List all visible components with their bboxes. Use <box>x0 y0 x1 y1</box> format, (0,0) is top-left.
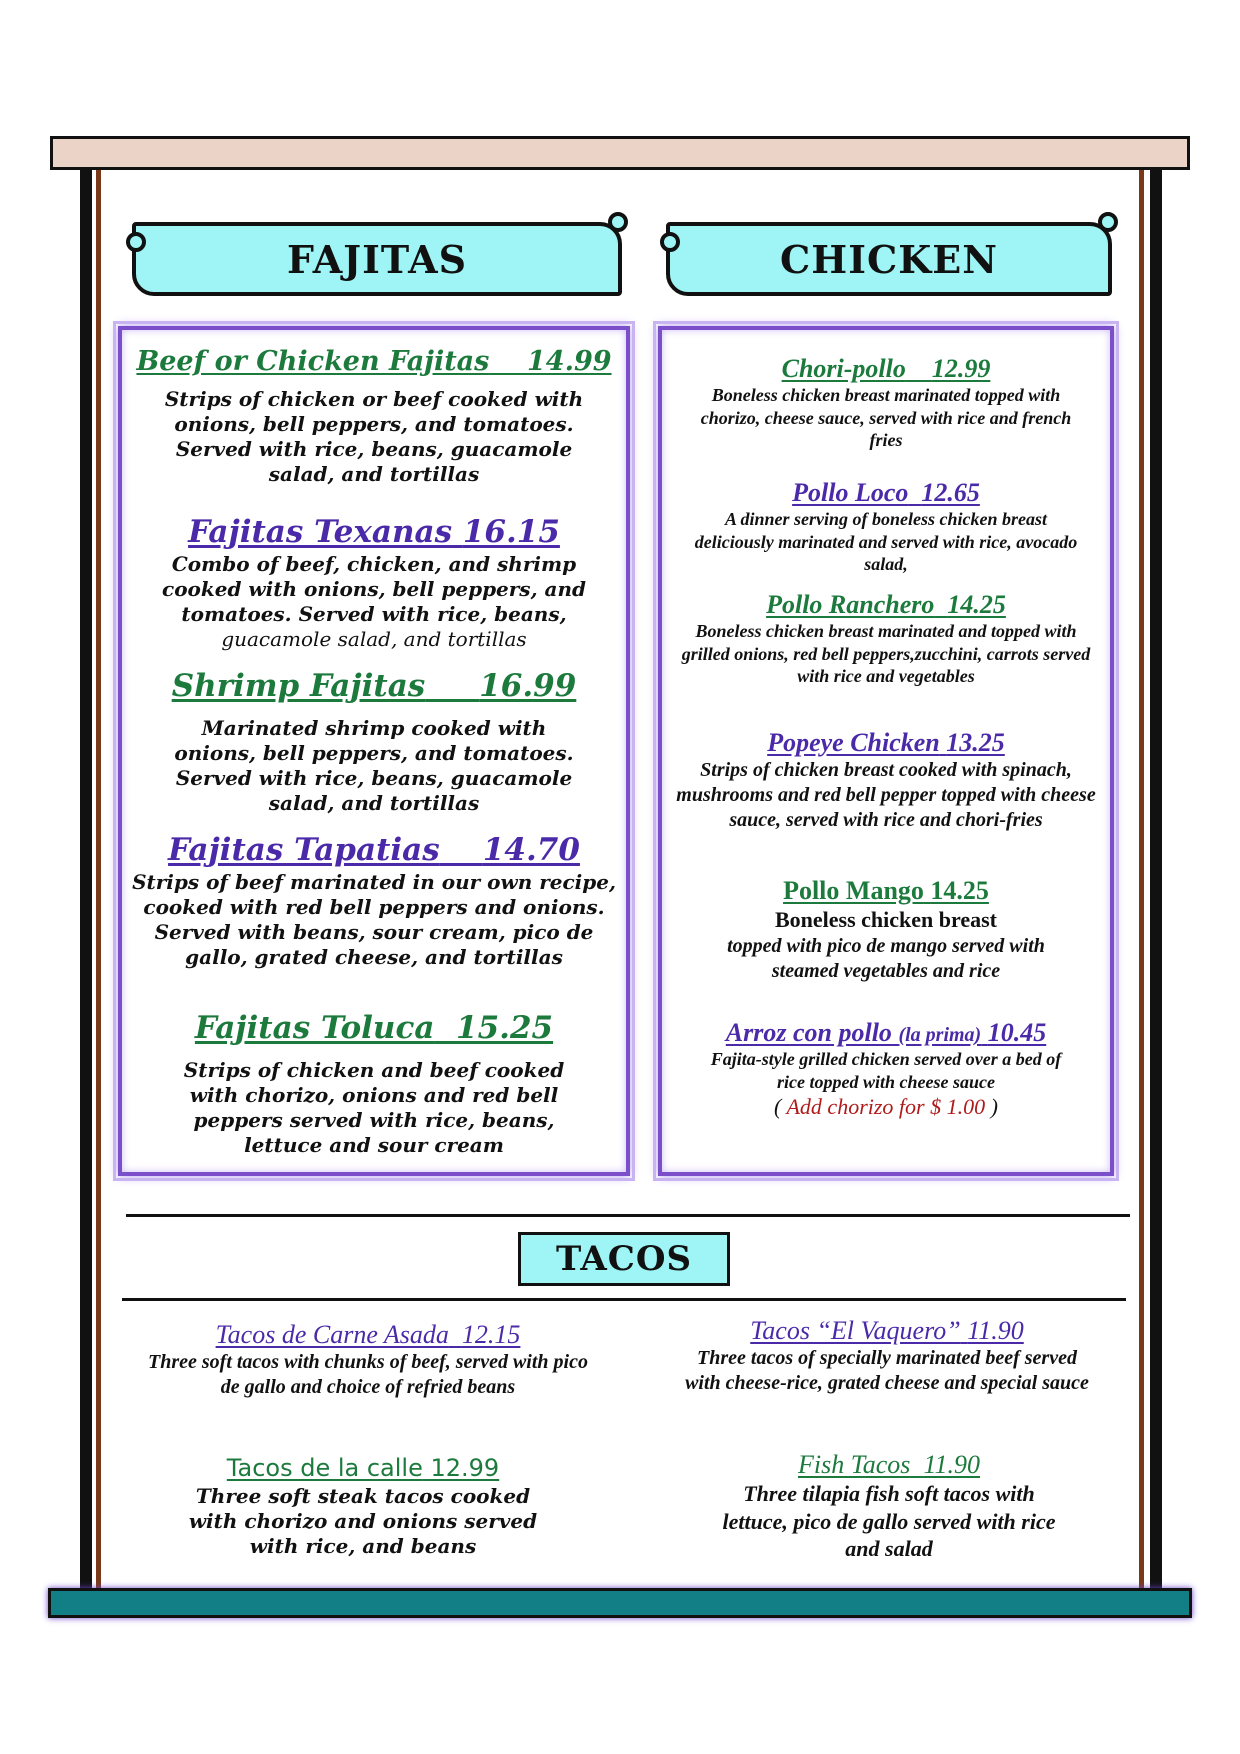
menu-item <box>130 514 618 652</box>
item-description: Combo of beef, chicken, and shrimp cooked with onions, bell peppers, and tomatoes. Served with rice, beans, <box>162 552 586 626</box>
item-description: Three soft steak tacos cooked with chorizo and onions served with rice, and beans <box>188 1484 538 1558</box>
item-description: A dinner serving of boneless chicken breast deliciously marinated and served with rice, avocado salad, <box>694 509 1078 574</box>
item-description: Boneless chicken breast marinated and topped with grilled onions, red bell peppers,zucchini, carrots served with rice and vegetables <box>681 621 1091 686</box>
menu-item <box>664 728 1108 833</box>
item-name: Fajitas Texanas <box>188 514 453 550</box>
item-price: 16.99 <box>479 668 577 704</box>
note-open-paren: ( <box>774 1094 782 1119</box>
item-price: 16.15 <box>462 514 560 550</box>
tacos-banner <box>518 1232 730 1286</box>
item-description: Strips of chicken and beef cooked with chorizo, onions and red bell peppers served with rice, beans, lettuce and sour cream <box>183 1058 565 1157</box>
item-price: 12.15 <box>461 1320 521 1349</box>
item-price: 12.99 <box>931 354 991 383</box>
item-name: Popeye Chicken <box>767 728 940 757</box>
item-description: Strips of chicken or beef cooked with onions, bell peppers, and tomatoes. Served with rice, beans, guacamole salad, and tortillas <box>164 387 584 486</box>
item-name: Tacos de la calle <box>226 1454 423 1482</box>
item-name: Tacos de Carne Asada <box>215 1320 449 1349</box>
item-description: Strips of beef marinated in our own recipe, cooked with red bell peppers and onions. Served with beans, sour cream, pico de gallo, grated cheese, and tortillas <box>132 870 616 969</box>
item-price: 11.90 <box>923 1450 981 1479</box>
chicken-banner <box>666 222 1112 296</box>
item-name: Pollo Loco <box>792 478 909 507</box>
menu-item <box>668 1018 1104 1121</box>
item-price: 14.99 <box>527 346 612 377</box>
item-description-line1: Boneless chicken breast <box>774 907 998 932</box>
item-name: Fajitas Tapatias <box>168 832 440 868</box>
item-description-cont: guacamole salad, and tortillas <box>221 627 527 651</box>
item-description: Fajita-style grilled chicken served over a bed of rice topped with cheese sauce <box>710 1049 1062 1092</box>
menu-item <box>126 832 622 970</box>
add-chorizo-note: Add chorizo for $ 1.00 <box>786 1094 986 1119</box>
bottom-beam <box>48 1588 1192 1618</box>
item-price: 10.45 <box>987 1018 1047 1047</box>
item-name: Arroz con pollo <box>725 1018 892 1047</box>
item-name: Fish Tacos <box>797 1450 911 1479</box>
fajitas-banner <box>132 222 622 296</box>
menu-item <box>130 346 618 487</box>
menu-item <box>668 590 1104 688</box>
menu-item <box>664 1450 1114 1563</box>
menu-item <box>668 354 1104 452</box>
note-close-paren: ) <box>990 1094 998 1119</box>
item-description: Boneless chicken breast marinated topped with chorizo, cheese sauce, served with rice and french fries <box>700 385 1072 450</box>
menu-item <box>130 668 618 816</box>
left-post <box>80 170 92 1588</box>
item-description: Strips of chicken breast cooked with spinach, mushrooms and red bell pepper topped with cheese sauce, served with rice and chori-fries <box>676 759 1096 831</box>
fajitas-title: FAJITAS <box>286 236 468 282</box>
item-price: 12.65 <box>921 478 980 507</box>
chicken-title: CHICKEN <box>780 236 998 282</box>
item-name: Fajitas Toluca <box>194 1010 435 1046</box>
tacos-top-rule <box>126 1214 1130 1217</box>
item-name: Tacos “El Vaquero” <box>750 1316 961 1345</box>
menu-item <box>668 478 1104 576</box>
item-name: Shrimp Fajitas <box>171 668 426 704</box>
right-post-trim <box>1139 170 1144 1588</box>
top-beam <box>50 136 1190 170</box>
menu-item <box>660 1316 1114 1396</box>
menu-item <box>130 1010 618 1158</box>
right-post <box>1150 170 1162 1588</box>
tacos-bottom-rule <box>122 1298 1126 1301</box>
tacos-title: TACOS <box>555 1239 693 1279</box>
item-description: Marinated shrimp cooked with onions, bell peppers, and tomatoes. Served with rice, beans, guacamole salad, and tortillas <box>174 716 574 815</box>
item-name: Pollo Mango <box>783 876 924 905</box>
item-price: 14.25 <box>947 590 1006 619</box>
item-description: Three tilapia fish soft tacos with lettuce, pico de gallo served with rice and salad <box>722 1481 1056 1561</box>
item-price: 14.25 <box>930 876 989 905</box>
left-post-trim <box>96 170 101 1588</box>
menu-item <box>128 1320 608 1400</box>
menu-item <box>128 1454 598 1559</box>
item-price: 11.90 <box>967 1316 1024 1345</box>
item-price: 15.25 <box>456 1010 554 1046</box>
item-name: Pollo Ranchero <box>766 590 935 619</box>
item-description: Three tacos of specially marinated beef served with cheese-rice, grated cheese and special sauce <box>685 1347 1089 1394</box>
item-name: Beef or Chicken Fajitas <box>136 346 490 377</box>
item-price: 12.99 <box>430 1454 500 1482</box>
item-name: Chori-pollo <box>781 354 906 383</box>
item-description: topped with pico de mango served with steamed vegetables and rice <box>727 934 1045 982</box>
item-price: 13.25 <box>946 728 1005 757</box>
menu-item <box>668 876 1104 984</box>
item-price: 14.70 <box>482 832 580 868</box>
item-name-note: (la prima) <box>898 1024 982 1046</box>
item-description: Three soft tacos with chunks of beef, served with pico de gallo and choice of refried beans <box>148 1351 588 1398</box>
